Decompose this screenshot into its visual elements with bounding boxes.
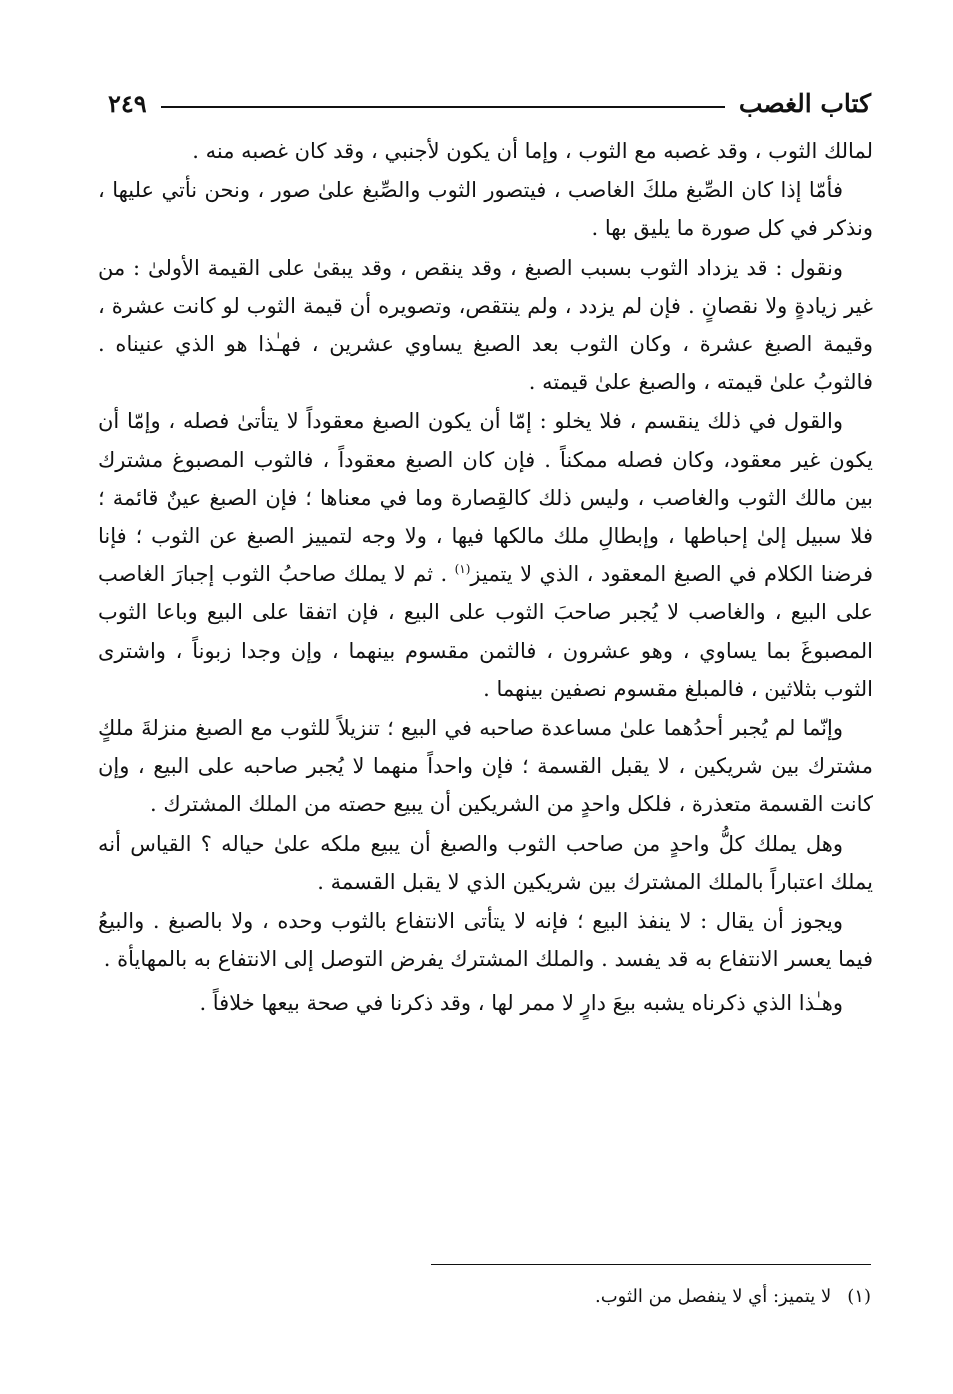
header-rule bbox=[161, 106, 725, 108]
footnote-number: (١) bbox=[847, 1286, 871, 1307]
page-number: ٢٤٩ bbox=[108, 89, 147, 118]
paragraph-8: وهـٰذا الذي ذكرناه يشبه بيعَ دارٍ لا ممر لها ، وقد ذكرنا في صحة بيعها خلافاً . bbox=[199, 991, 843, 1016]
paragraph-5: وإنّما لم يُجبر أحدُهما علىٰ مساعدة صاحبه في البيع ؛ تنزيلاً للثوب مع الصبغ منزلةَ ملكٍ مشترك بين شريكين ، لا يقبل القسمة ؛ فإن واحداً منهما لا يُجبر صاحبه على البيع ، وإن كانت القسمة متعذرة ، فلكل واحدٍ من الشريكين أن يبيع حصته من الملك المشترك . bbox=[98, 716, 873, 817]
paragraph-4-part-a: والقول في ذلك ينقسم ، فلا يخلو : إمّا أن يكون الصبغ معقوداً لا يتأتىٰ فصله ، وإمّا أن يكون غير معقود، وكان فصله ممكناً . فإن كان الصبغ معقوداً ، فالثوب المصبوغ مشترك بين مالك الثوب والغاصب ، وليس ذلك كالقِصارة وما في معناها ؛ فإن الصبغ عينٌ قائمة ؛ فلا سبيل إلىٰ إحباطها ، وإبطالِ ملك مالكها فيها ، ولا وجه لتمييز الصبغ عن الثوب ؛ فإنا فرضنا الكلام في الصبغ المعقود ، الذي لا يتميز bbox=[98, 409, 873, 587]
paragraph-4 bbox=[98, 402, 873, 708]
paragraph-4-part-b: . ثم لا يملك صاحبُ الثوب إجبارَ الغاصب على البيع ، والغاصب لا يُجبر صاحبَ الثوب على البيع ، فإن اتفقا على البيع وباعا الثوب المصبوغَ بما يساوي ، وهو عشرون ، فالثمن مقسوم بينهما ، وإن وجدا زبوناً ، واشترى الثوب بثلاثين ، فالمبلغ مقسوم نصفين بينهما . bbox=[98, 562, 873, 701]
paragraph-1: لمالك الثوب ، وقد غصبه مع الثوب ، وإما أن يكون لأجنبي ، وقد كان غصبه منه . bbox=[192, 139, 873, 163]
page-header bbox=[108, 80, 871, 120]
paragraph-6: وهل يملك كلُّ واحدٍ من صاحب الثوب والصبغ أن يبيع ملكه علىٰ حياله ؟ القياس أنه يملك اعتباراً بالملك المشترك بين شريكين الذي لا يقبل القسمة . bbox=[98, 831, 873, 894]
page-body bbox=[98, 132, 873, 1024]
footnote-text: لا يتميز: أي لا ينفصل من الثوب. bbox=[595, 1286, 832, 1307]
footnote bbox=[98, 1282, 871, 1312]
paragraph-2: فأمّا إذا كان الصِّبغ ملكَ الغاصب ، فيتصور الثوب والصِّبغ علىٰ صور ، ونحن نأتي عليها ، ونذكر في كل صورة ما يليق بها . bbox=[98, 178, 873, 241]
chapter-title: كتاب الغصب bbox=[738, 89, 871, 118]
paragraph-7: ويجوز أن يقال : لا ينفذ البيع ؛ فإنه لا يتأتى الانتفاع بالثوب وحده ، ولا بالصبغ . والبيعُ فيما يعسر الانتفاع به قد يفسد . والملك المشترك يفرض التوصل إلى الانتفاع به بالمهايأة . bbox=[98, 909, 873, 972]
footnote-rule bbox=[431, 1264, 871, 1265]
footnote-reference: (١) bbox=[454, 562, 471, 577]
paragraph-3: ونقول : قد يزداد الثوب بسبب الصبغ ، وقد ينقص ، وقد يبقىٰ على القيمة الأولىٰ : من غير زيادةٍ ولا نقصانٍ . فإن لم يزدد ، ولم ينتقص، وتصويره أن قيمة الثوب لو كانت عشرة ، وقيمة الصبغ عشرة ، وكان الثوب بعد الصبغ يساوي عشرين ، فهـٰذا هو الذي عنيناه . فالثوبُ علىٰ قيمته ، والصبغ علىٰ قيمته . bbox=[98, 255, 873, 395]
